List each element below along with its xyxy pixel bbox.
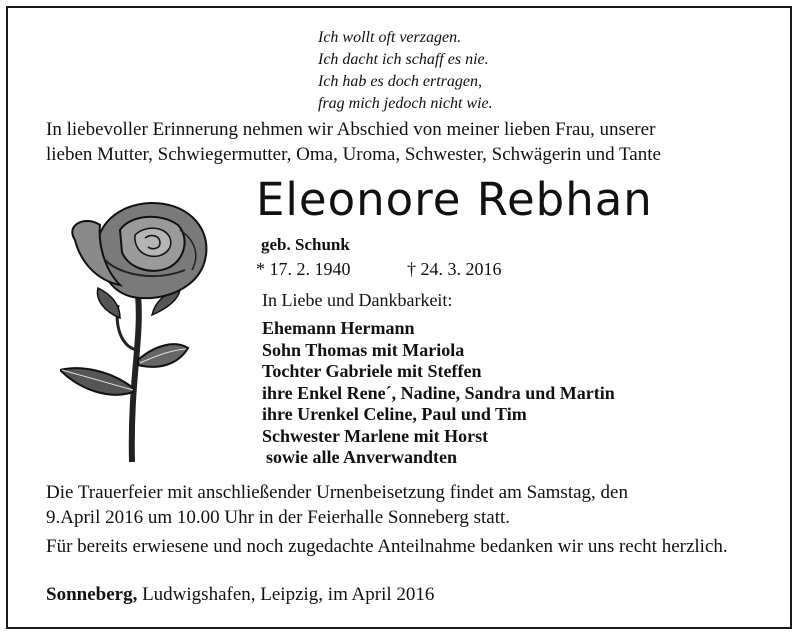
maiden-name: geb. Schunk [261,235,350,254]
service-info [46,480,761,530]
closing-place-bold: Sonneberg, [46,584,138,605]
mourner-line: Sohn Thomas mit Mariola [262,339,465,360]
intro-text [46,117,761,167]
service-line: Die Trauerfeier mit anschließender Urnenbeisetzung findet am Samstag, den [46,482,628,503]
service-line: 9.April 2016 um 10.00 Uhr in der Feierhalle Sonneberg statt. [46,507,511,528]
poem-line: Ich hab es doch ertragen, [318,73,482,90]
poem-line: frag mich jedoch nicht wie. [318,95,493,112]
mourner-line: ihre Urenkel Celine, Paul und Tim [262,404,527,424]
life-dates [256,259,502,280]
death-date: † 24. 3. 2016 [407,259,502,279]
birth-date: * 17. 2. 1940 [256,259,351,279]
closing-places [46,584,434,606]
mourner-line: Ehemann Hermann [262,318,415,338]
deceased-name: Eleonore Rebhan [256,173,653,226]
poem-line: Ich wollt oft verzagen. [318,29,462,46]
mourners-list [262,318,615,469]
rose-icon [60,200,220,465]
mourners-heading: In Liebe und Dankbarkeit: [262,290,453,310]
mourner-line: Schwester Marlene mit Horst [262,425,489,446]
mourner-line: Tochter Gabriele mit Steffen [262,361,482,381]
thanks-text: Für bereits erwiesene und noch zugedachte Anteilnahme bedanken wir uns recht herzlich. [46,536,728,557]
intro-line: In liebevoller Erinnerung nehmen wir Abschied von meiner lieben Frau, unserer [46,119,656,140]
closing-place-rest: Ludwigshafen, Leipzig, im April 2016 [137,584,435,605]
poem [318,27,493,115]
mourner-line: ihre Enkel Rene´, Nadine, Sandra und Martin [262,382,615,403]
intro-line: lieben Mutter, Schwiegermutter, Oma, Uroma, Schwester, Schwägerin und Tante [46,144,661,165]
poem-line: Ich dacht ich schaff es nie. [318,51,489,68]
mourner-line: sowie alle Anverwandten [266,447,457,467]
